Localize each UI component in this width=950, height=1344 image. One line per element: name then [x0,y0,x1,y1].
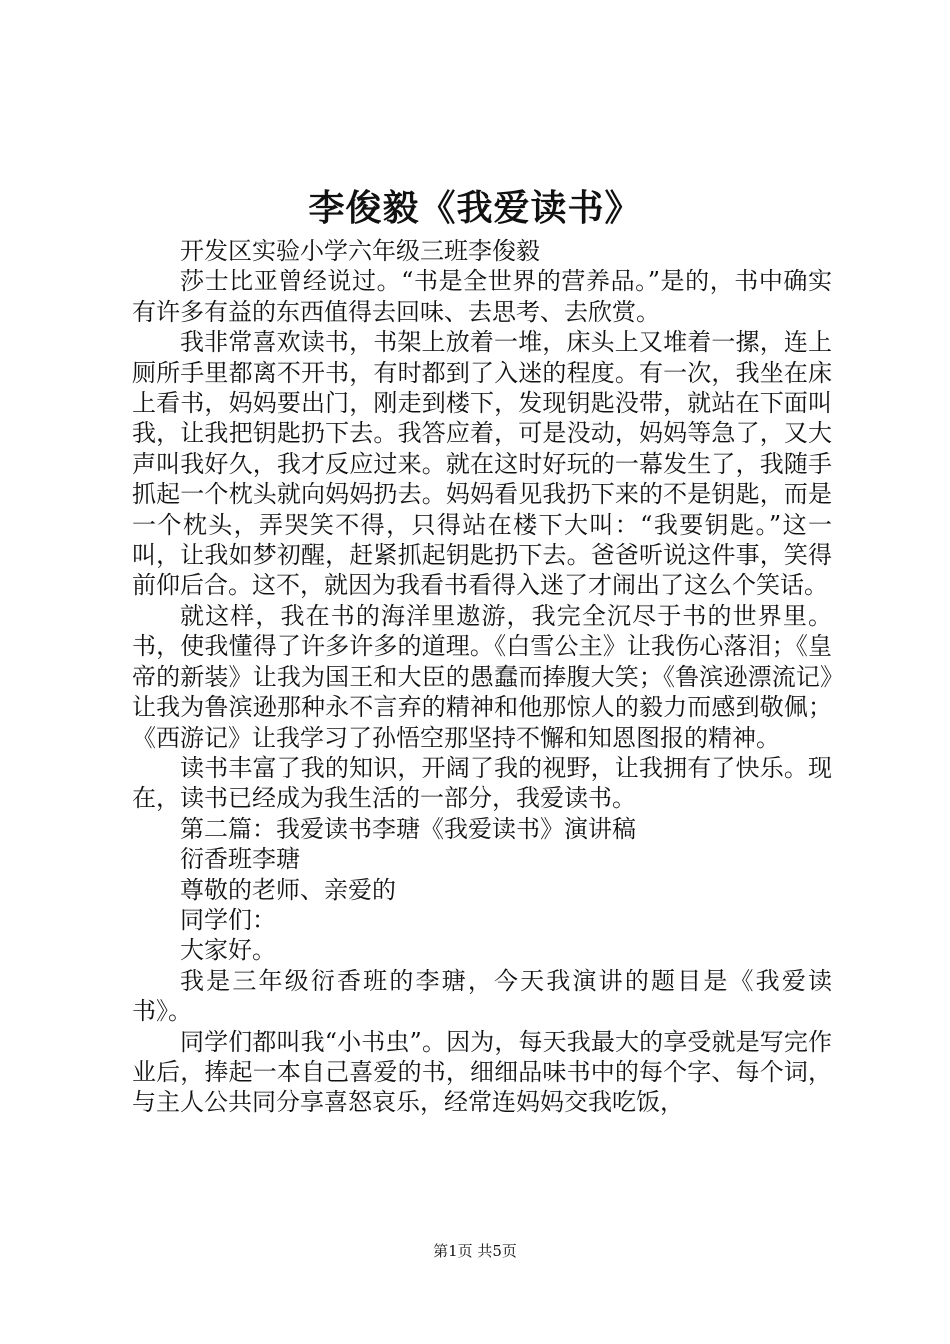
paragraph: 读书丰富了我的知识，开阔了我的视野，让我拥有了快乐。现在，读书已经成为我生活的一部分，我爱读书。 [132,753,832,813]
paragraph: 同学们都叫我“小书虫”。因为，每天我最大的享受就是写完作业后，捧起一本自己喜爱的书，细细品味书中的每个字、每个词，与主人公共同分享喜怒哀乐，经常连妈妈交我吃饭， [132,1027,832,1117]
paragraph: 开发区实验小学六年级三班李俊毅 [180,237,540,265]
paragraph: 莎士比亚曾经说过。“书是全世界的营养品。”是的，书中确实有许多有益的东西值得去回味、去思考、去欣赏。 [132,267,832,326]
paragraph: 我非常喜欢读书，书架上放着一堆，床头上又堆着一摞，连上厕所手里都离不开书，有时都到了入迷的程度。有一次，我坐在床上看书，妈妈要出门，刚走到楼下，发现钥匙没带，就站在下面叫我，让我把钥匙扔下去。我答应着，可是没动，妈妈等急了，又大声叫我好久，我才反应过来。就在这时好玩的一幕发生了，我随手抓起一个枕头就向妈妈扔去。妈妈看见我扔下来的不是钥匙，而是一个枕头，弄哭笑不得，只得站在楼下大叫：“我要钥匙。”这一叫，让我如梦初醒，赶紧抓起钥匙扔下去。爸爸听说这件事，笑得前仰后合。这不，就因为我看书看得入迷了才闹出了这么个笑话。 [132,328,832,600]
paragraph: 大家好。 [180,936,276,965]
document-title: 李俊毅《我爱读书》 [308,187,642,229]
paragraph: 我是三年级衍香班的李瑭，今天我演讲的题目是《我爱读书》。 [132,966,832,1026]
page-footer: 第1页 共5页 [433,1242,517,1260]
paragraph: 就这样，我在书的海洋里遨游，我完全沉尽于书的世界里。书，使我懂得了许多许多的道理。《白雪公主》让我伤心落泪；《皇帝的新装》让我为国王和大臣的愚蠢而捧腹大笑；《鲁滨逊漂流记》让我为鲁滨逊那种永不言弃的精神和他那惊人的毅力而感到敬佩；《西游记》让我学习了孙悟空那坚持不懈和知恩图报的精神。 [132,601,832,752]
paragraph: 同学们： [180,905,276,934]
paragraph: 衍香班李瑭 [180,845,300,874]
section-heading: 第二篇：我爱读书李瑭《我爱读书》演讲稿 [180,814,636,843]
paragraph: 尊敬的老师、亲爱的 [180,875,396,904]
document-body [132,236,832,1118]
